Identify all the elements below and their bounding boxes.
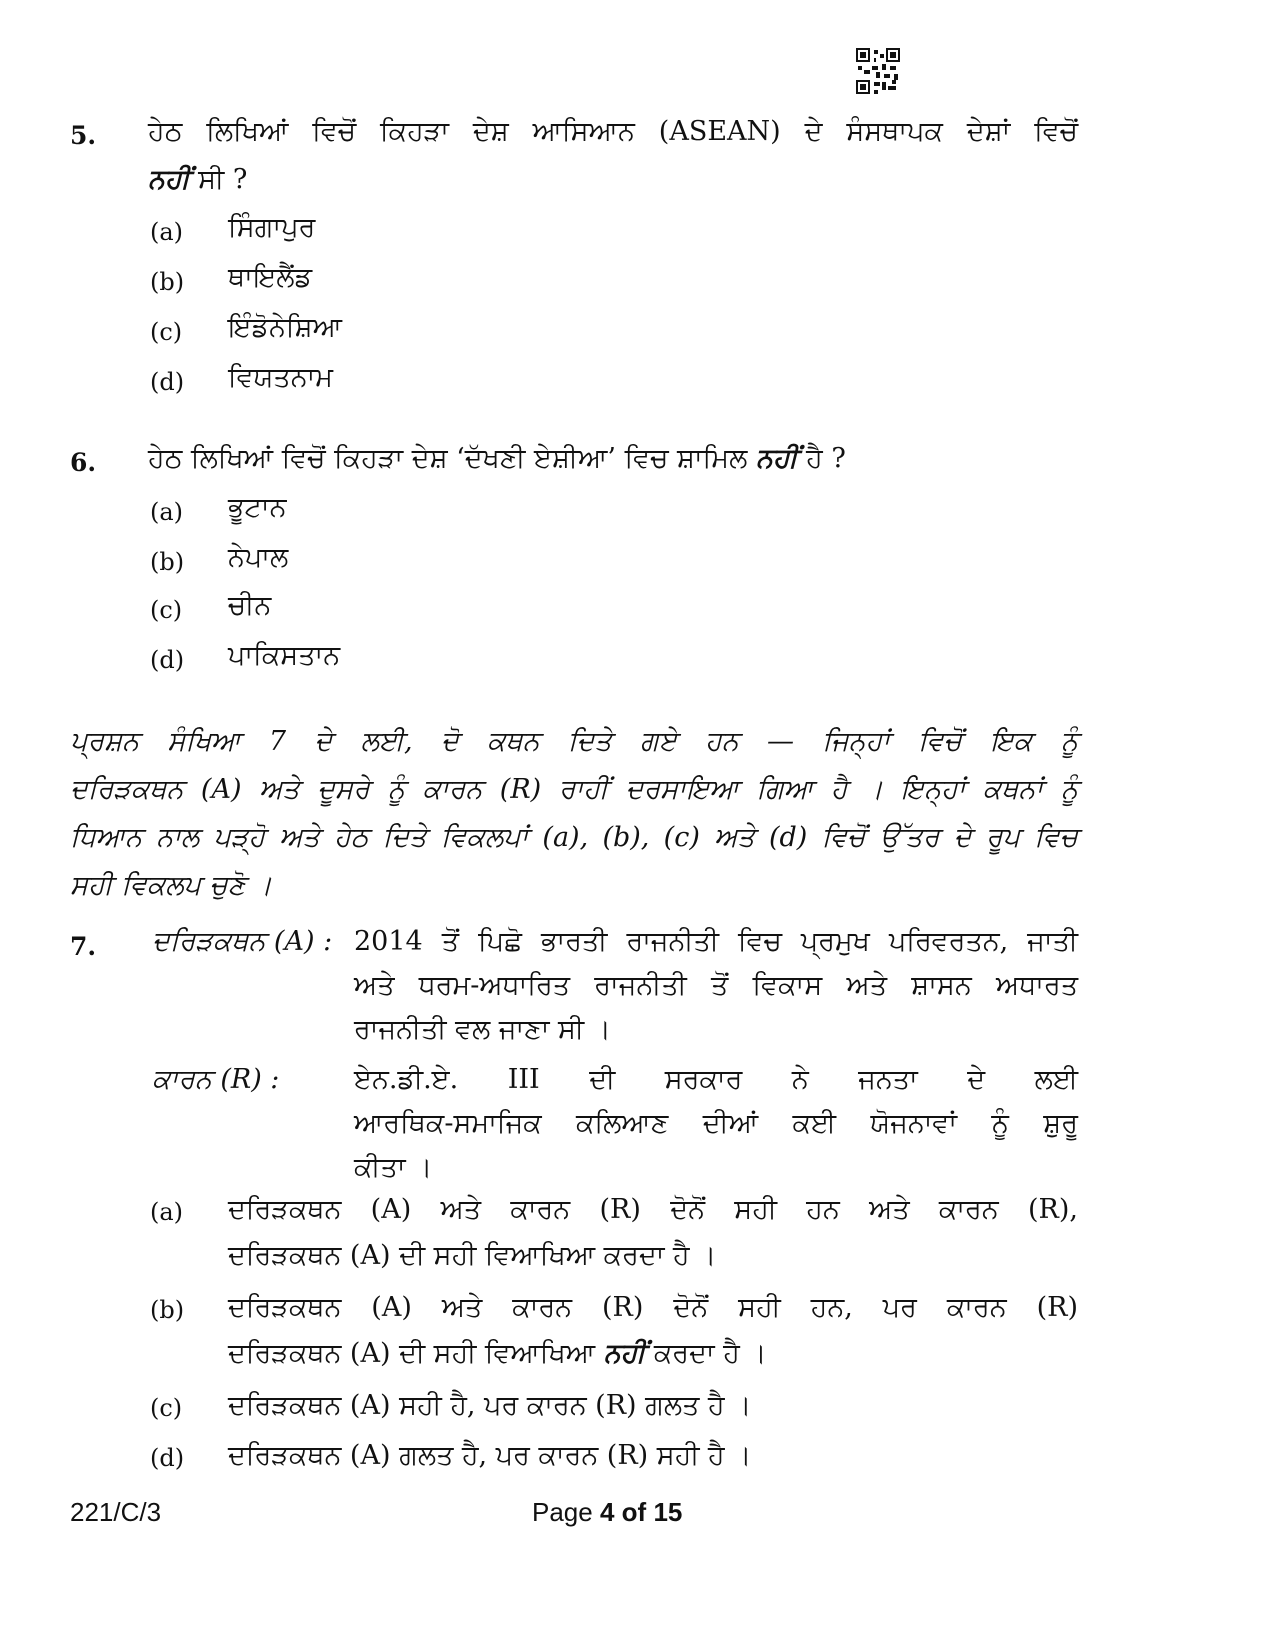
option-text: ਨੇਪਾਲ	[228, 542, 289, 573]
reason-line: ਕੀਤਾ ।	[354, 1152, 433, 1183]
instruction-line: ਸਹੀ ਵਿਕਲਪ ਚੁਣੋ ।	[70, 870, 273, 901]
question-5-text-line2: ਨਹੀਂ ਸੀ ?	[148, 164, 248, 195]
option-letter: (c)	[150, 1394, 183, 1422]
option-letter: (a)	[150, 1198, 184, 1226]
reason-line: ਆਰਥਿਕ-ਸਮਾਜਿਕ ਕਲਿਆਣ ਦੀਆਂ ਕਈ ਯੋਜਨਾਵਾਂ ਨੂੰ ਸ਼ੁਰੂ	[354, 1108, 1078, 1139]
option-letter: (c)	[150, 596, 183, 624]
emphasis-not: ਨਹੀਂ	[755, 443, 798, 474]
instruction-line: ਧਿਆਨ ਨਾਲ ਪੜ੍ਹੋ ਅਤੇ ਹੇਠ ਦਿਤੇ ਵਿਕਲਪਾਂ (a), (b), (c) ਅਤੇ (d) ਵਿਚੋਂ ਉੱਤਰ ਦੇ ਰੂਪ ਵਿਚ	[70, 822, 1078, 853]
option-text: ਦਰਿੜਕਥਨ (A) ਦੀ ਸਹੀ ਵਿਆਖਿਆ ਕਰਦਾ ਹੈ ।	[228, 1240, 717, 1271]
option-letter: (a)	[150, 218, 184, 246]
option-letter: (d)	[150, 368, 185, 396]
option-letter: (c)	[150, 318, 183, 346]
assertion-line: ਅਤੇ ਧਰਮ-ਅਧਾਰਿਤ ਰਾਜਨੀਤੀ ਤੋਂ ਵਿਕਾਸ ਅਤੇ ਸ਼ਾਸਨ ਅਧਾਰਤ	[354, 970, 1078, 1001]
qr-code	[856, 48, 900, 94]
question-7-number: 7.	[70, 932, 97, 961]
paper-code: 221/C/3	[70, 1497, 162, 1527]
option-text: ਦਰਿੜਕਥਨ (A) ਅਤੇ ਕਾਰਨ (R) ਦੋਨੋਂ ਸਹੀ ਹਨ ਅਤੇ ਕਾਰਨ (R),	[228, 1194, 1078, 1225]
page-number: Page 4 of 15	[532, 1497, 683, 1527]
option-text: ਪਾਕਿਸਤਾਨ	[228, 640, 341, 671]
emphasis-not: ਨਹੀਂ	[603, 1338, 646, 1369]
instruction-line: ਦਰਿੜਕਥਨ (A) ਅਤੇ ਦੂਸਰੇ ਨੂੰ ਕਾਰਨ (R) ਰਾਹੀਂ ਦਰਸਾਇਆ ਗਿਆ ਹੈ । ਇਨ੍ਹਾਂ ਕਥਨਾਂ ਨੂੰ	[70, 774, 1078, 805]
assertion-line: ਰਾਜਨੀਤੀ ਵਲ ਜਾਣਾ ਸੀ ।	[354, 1014, 611, 1045]
assertion-line: 2014 ਤੋਂ ਪਿਛੋ ਭਾਰਤੀ ਰਾਜਨੀਤੀ ਵਿਚ ਪ੍ਰਮੁਖ ਪਰਿਵਰਤਨ, ਜਾਤੀ	[354, 926, 1078, 957]
question-5-number: 5.	[70, 121, 97, 150]
question-5-text-line1: ਹੇਠ ਲਿਖਿਆਂ ਵਿਚੋਂ ਕਿਹੜਾ ਦੇਸ਼ ਆਸਿਆਨ (ASEAN) ਦੇ ਸੰਸਥਾਪਕ ਦੇਸ਼ਾਂ ਵਿਚੋਂ	[148, 116, 1078, 147]
option-text: ਦਰਿੜਕਥਨ (A) ਅਤੇ ਕਾਰਨ (R) ਦੋਨੋਂ ਸਹੀ ਹਨ, ਪਰ ਕਾਰਨ (R)	[228, 1292, 1078, 1323]
option-text: ਦਰਿੜਕਥਨ (A) ਸਹੀ ਹੈ, ਪਰ ਕਾਰਨ (R) ਗਲਤ ਹੈ ।	[228, 1390, 752, 1421]
question-6-text: ਹੇਠ ਲਿਖਿਆਂ ਵਿਚੋਂ ਕਿਹੜਾ ਦੇਸ਼ ‘ਦੱਖਣੀ ਏਸ਼ੀਆ’ ਵਿਚ ਸ਼ਾਮਿਲ ਨਹੀਂ ਹੈ ?	[148, 443, 846, 474]
option-text: ਇੰਡੋਨੇਸ਼ਿਆ	[228, 312, 342, 343]
option-text: ਵਿਯਤਨਾਮ	[228, 362, 334, 393]
option-letter: (d)	[150, 1444, 185, 1472]
option-text: ਸਿੰਗਾਪੁਰ	[228, 212, 316, 243]
reason-line: ਏਨ.ਡੀ.ਏ. III ਦੀ ਸਰਕਾਰ ਨੇ ਜਨਤਾ ਦੇ ਲਈ	[354, 1064, 1078, 1095]
option-letter: (d)	[150, 646, 185, 674]
option-letter: (b)	[150, 548, 185, 576]
instruction-line: ਪ੍ਰਸ਼ਨ ਸੰਖਿਆ 7 ਦੇ ਲਈ, ਦੋ ਕਥਨ ਦਿਤੇ ਗਏ ਹਨ — ਜਿਨ੍ਹਾਂ ਵਿਚੋਂ ਇਕ ਨੂੰ	[70, 726, 1078, 757]
option-letter: (a)	[150, 498, 184, 526]
option-text: ਚੀਨ	[228, 590, 272, 621]
option-text: ਭੂਟਾਨ	[228, 492, 287, 523]
option-text: ਦਰਿੜਕਥਨ (A) ਗਲਤ ਹੈ, ਪਰ ਕਾਰਨ (R) ਸਹੀ ਹੈ ।	[228, 1440, 752, 1471]
emphasis-not: ਨਹੀਂ	[148, 164, 190, 195]
reason-label: ਕਾਰਨ (R) :	[152, 1064, 280, 1095]
option-text: ਦਰਿੜਕਥਨ (A) ਦੀ ਸਹੀ ਵਿਆਖਿਆ ਨਹੀਂ ਕਰਦਾ ਹੈ ।	[228, 1338, 767, 1369]
question-6-number: 6.	[70, 448, 97, 477]
option-letter: (b)	[150, 1296, 185, 1324]
option-letter: (b)	[150, 268, 185, 296]
assertion-label: ਦਰਿੜਕਥਨ (A) :	[152, 926, 333, 957]
option-text: ਥਾਇਲੈਂਡ	[228, 262, 313, 293]
